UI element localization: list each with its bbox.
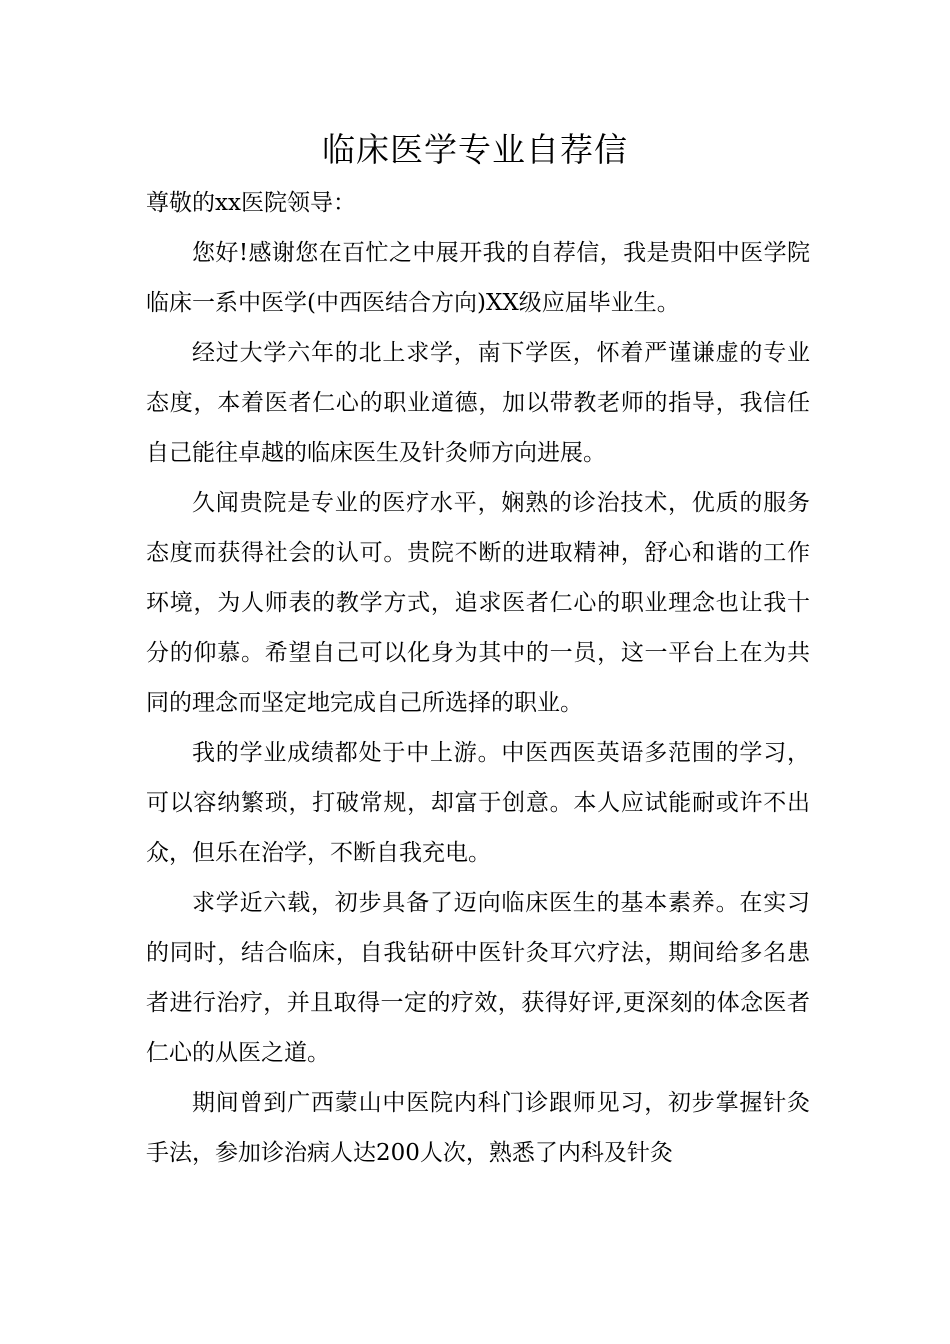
paragraph-greeting: 您好!感谢您在百忙之中展开我的自荐信，我是贵阳中医学院临床一系中医学(中西医结合方向)XX级应届毕业生。 (146, 240, 810, 316)
letter-body (146, 178, 810, 1178)
document-title: 临床医学专业自荐信 (322, 130, 628, 169)
paragraph-academic-performance: 我的学业成绩都处于中上游。中医西医英语多范围的学习，可以容纳繁琐，打破常规，却富于创意。本人应试能耐或许不出众，但乐在治学，不断自我充电。 (146, 740, 810, 866)
paragraph-clinical-practice: 求学近六载，初步具备了迈向临床医生的基本素养。在实习的同时，结合临床，自我钻研中医针灸耳穴疗法，期间给多名患者进行治疗，并且取得一定的疗效，获得好评,更深刻的体念医者仁心的从医之道。 (146, 890, 810, 1066)
salutation: 尊敬的xx医院领导： (146, 190, 356, 216)
paragraph-study-experience: 经过大学六年的北上求学，南下学医，怀着严谨谦虚的专业态度，本着医者仁心的职业道德，加以带教老师的指导，我信任自己能往卓越的临床医生及针灸师方向进展。 (146, 340, 810, 466)
paragraph-hospital-admiration: 久闻贵院是专业的医疗水平，娴熟的诊治技术，优质的服务态度而获得社会的认可。贵院不断的进取精神，舒心和谐的工作环境，为人师表的教学方式，追求医者仁心的职业理念也让我十分的仰慕。希望自己可以化身为其中的一员，这一平台上在为共同的理念而坚定地完成自己所选择的职业。 (146, 490, 810, 716)
paragraph-internship: 期间曾到广西蒙山中医院内科门诊跟师见习，初步掌握针灸手法，参加诊治病人达200人次，熟悉了内科及针灸 (146, 1090, 810, 1166)
